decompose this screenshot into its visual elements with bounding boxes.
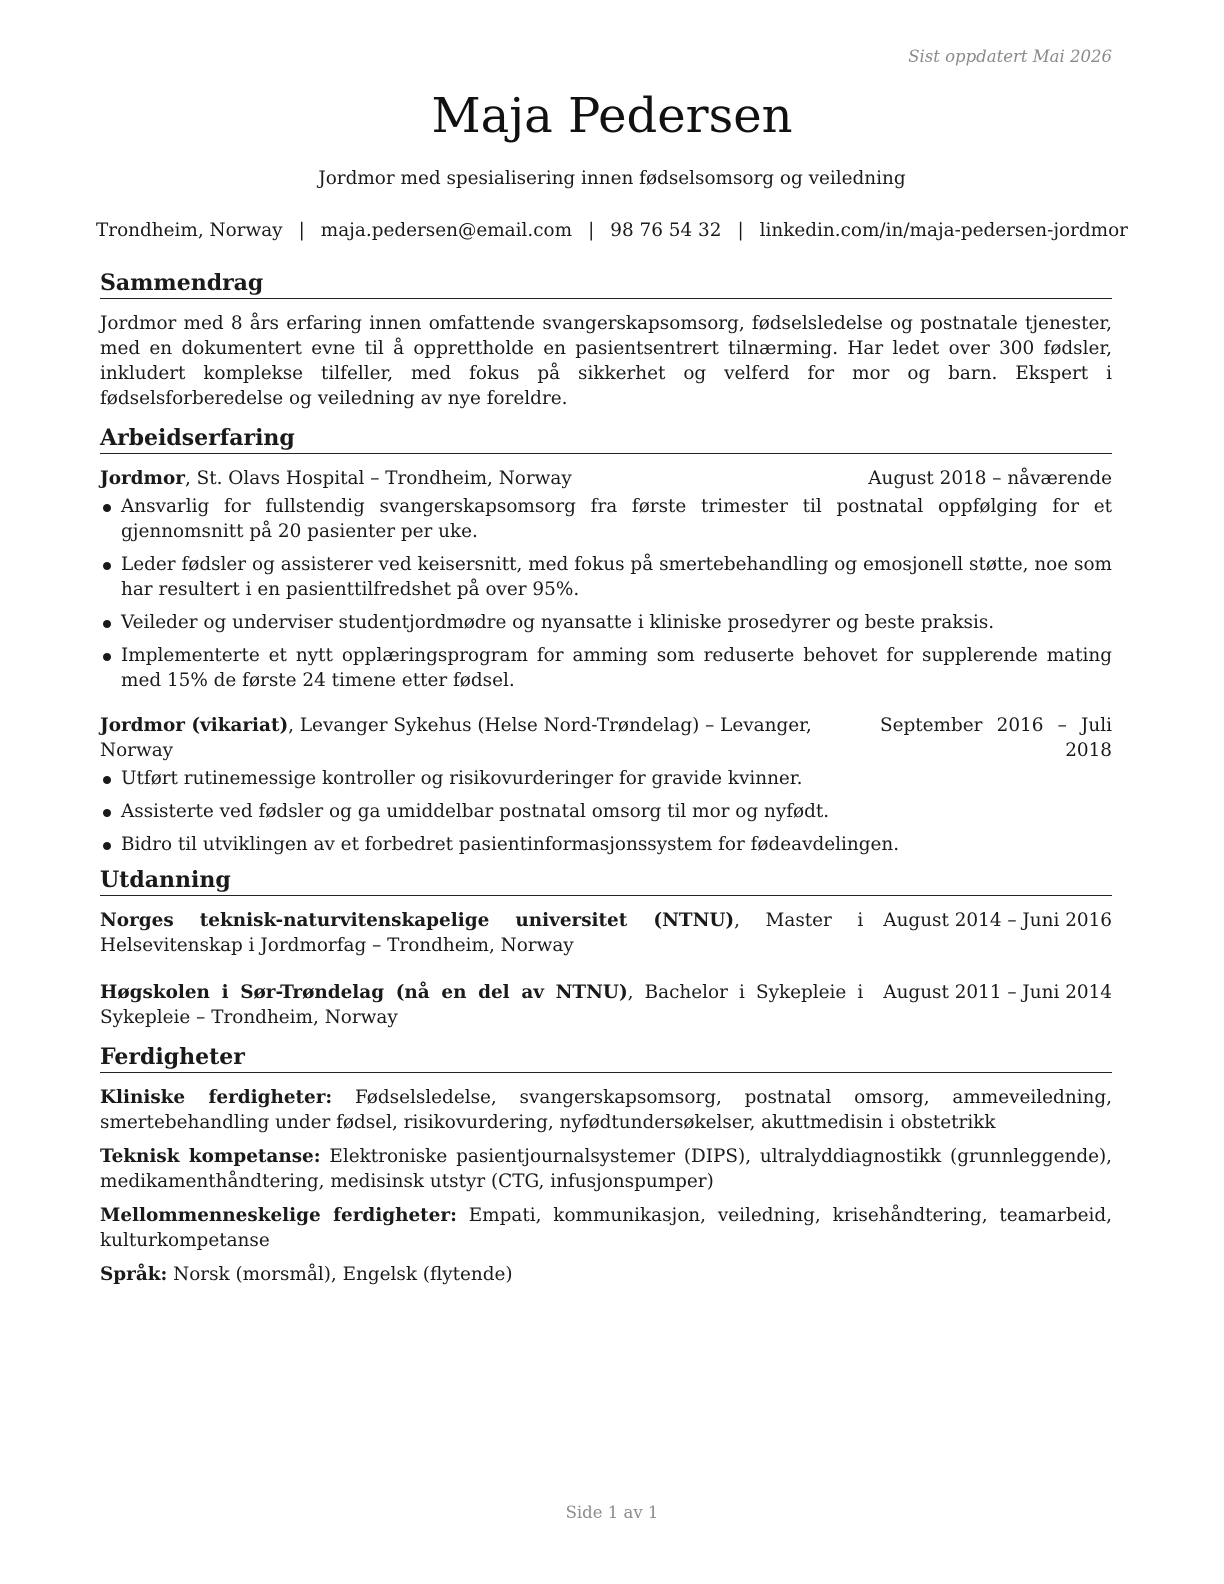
skills-title: Ferdigheter [100,1042,1112,1073]
skill-text: Fødselsledelse, svangerskapsomsorg, postnatal omsorg, ammeveiledning, smertebehandling under fødsel, risikovurdering, nyfødtundersøkelser, akuttmedisin i obstetrikk [100,1087,1113,1133]
job-dates: August 2018 – nåværende [868,468,1112,489]
education-title: Utdanning [100,865,1112,896]
job-employer: , Levanger Sykehus (Helse Nord-Trøndelag) – Levanger, Norway [100,715,812,761]
contact-separator: | [298,220,305,241]
education-degree: , Bachelor i Sykepleie i Sykepleie – Trondheim, Norway [100,982,864,1028]
contact-separator: | [737,220,744,241]
skill-label: Kliniske ferdigheter: [100,1087,333,1108]
summary-section [100,268,1112,411]
education-line [100,908,863,958]
education-dates: August 2011 – Juni 2014 [883,982,1112,1003]
skill-text: Empati, kommunikasjon, veiledning, krisehåndtering, teamarbeid, kulturkompetanse [100,1205,1112,1251]
education-section [100,865,1112,1042]
list-item: Ansvarlig for fullstendig svangerskapsomsorg fra første trimester til postnatal oppfølging for et gjennomsnitt på 20 pasienter per uke. [100,494,1112,544]
skills-section [100,1042,1112,1287]
experience-section [100,423,1112,857]
education-entry [100,908,1112,958]
candidate-name: Maja Pedersen [431,88,793,144]
job-bullets [100,494,1112,693]
contact-email[interactable]: maja.pedersen@email.com [320,220,573,241]
skill-text: Elektroniske pasientjournalsystemer (DIPS), ultralyddiagnostikk (grunnleggende), medikamenthåndtering, medisinsk utstyr (CTG, infusjonspumper) [100,1146,1113,1192]
skill-row [100,1262,1112,1287]
job-employer: , St. Olavs Hospital – Trondheim, Norway [184,468,572,489]
skill-row [100,1144,1112,1194]
skill-row [100,1203,1112,1253]
education-line [100,980,863,1030]
list-item: Bidro til utviklingen av et forbedret pasientinformasjonssystem for fødeavdelingen. [100,832,1112,857]
skill-label: Teknisk kompetanse: [100,1146,321,1167]
spacer [100,701,1112,713]
job-title-line [100,713,860,763]
contact-location: Trondheim, Norway [96,220,283,241]
job-entry [100,713,1112,857]
contact-line [0,218,1224,243]
contact-separator: | [588,220,595,241]
education-entry [100,980,1112,1030]
contact-phone: 98 76 54 32 [610,220,722,241]
page-number: Side 1 av 1 [565,1503,659,1522]
list-item: Assisterte ved fødsler og ga umiddelbar postnatal omsorg til mor og nyfødt. [100,799,1112,824]
skill-label: Språk: [100,1264,168,1285]
job-header [100,713,1112,763]
education-school: Norges teknisk-naturvitenskapelige universitet (NTNU) [100,910,735,931]
contact-linkedin[interactable]: linkedin.com/in/maja-pedersen-jordmor [759,220,1128,241]
education-school: Høgskolen i Sør-Trøndelag (nå en del av NTNU) [100,982,628,1003]
job-entry [100,466,1112,693]
skill-label: Mellommenneskelige ferdigheter: [100,1205,457,1226]
list-item: Implementerte et nytt opplæringsprogram for amming som reduserte behovet for supplerende mating med 15% de første 24 timene etter fødsel. [100,643,1112,693]
spacer [100,958,1112,980]
spacer [100,1030,1112,1042]
education-dates: August 2014 – Juni 2016 [883,910,1112,931]
list-item: Utført rutinemessige kontroller og risikovurderinger for gravide kvinner. [100,766,1112,791]
job-title-line [100,466,848,491]
experience-title: Arbeidserfaring [100,423,1112,454]
skill-text: Norsk (morsmål), Engelsk (flytende) [167,1264,513,1285]
job-header [100,466,1112,491]
job-role: Jordmor (vikariat) [100,715,289,736]
education-degree: , Master i Helsevitenskap i Jordmorfag – Trondheim, Norway [100,910,864,956]
job-bullets [100,766,1112,857]
last-updated: Sist oppdatert Mai 2026 [908,47,1112,66]
list-item: Leder fødsler og assisterer ved keisersnitt, med fokus på smertebehandling og emosjonell støtte, noe som har resultert i en pasienttilfredshet på over 95%. [100,552,1112,602]
job-role: Jordmor [100,468,185,489]
job-dates: September 2016 – Juli 2018 [880,715,1112,761]
summary-title: Sammendrag [100,268,1112,299]
summary-text: Jordmor med 8 års erfaring innen omfattende svangerskapsomsorg, fødselsledelse og postnatale tjenester, med en dokumentert evne til å opprettholde en pasientsentrert tilnærming. Har ledet over 300 fødsler, inkludert komplekse tilfeller, med fokus på sikkerhet og velferd for mor og barn. Ekspert i fødselsforberedelse og veiledning av nye foreldre. [100,313,1112,409]
resume-content [100,268,1112,1296]
list-item: Veileder og underviser studentjordmødre og nyansatte i kliniske prosedyrer og beste praksis. [100,610,1112,635]
skill-row [100,1085,1112,1135]
tagline: Jordmor med spesialisering innen fødselsomsorg og veiledning [318,168,906,189]
